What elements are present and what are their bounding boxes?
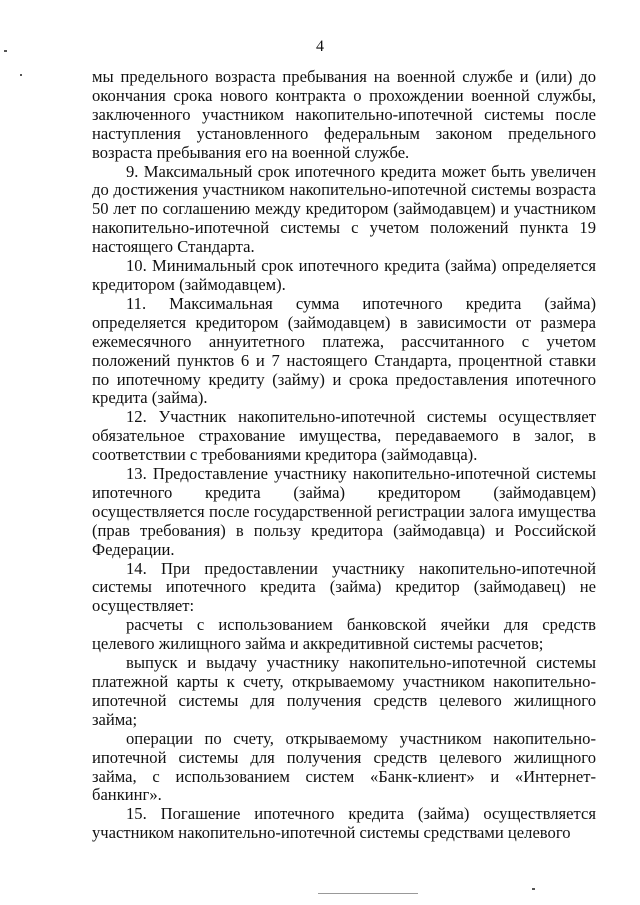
paragraph-11: 11. Максимальная сумма ипотечного кредита (займа) определяется кредитором (займодавцем) в зависимости от размера ежемесячного аннуитетного платежа, рассчитанного с учетом положений пунктов 6 и 7 настоящего Стандарта, процентной ставки по ипотечному кредиту (займу) и срока предоставления ипотечного кредита (займа).: [92, 293, 596, 408]
list-item-account-operations: операции по счету, открываемому участником накопительно-ипотечной системы для получения средств целевого жилищного займа, с использованием систем «Банк-клиент» и «Интернет-банкинг».: [92, 728, 596, 805]
paragraph-10: 10. Минимальный срок ипотечного кредита (займа) определяется кредитором (займодавцем).: [92, 256, 596, 294]
paragraph-13: 13. Предоставление участнику накопительно-ипотечной системы ипотечного кредита (займа) кредитором (займодавцем) осуществляется после государственной регистрации залога имущества (прав требования) в пользу кредитора (займодавца) и Российской Федерации.: [92, 464, 596, 559]
paragraph-14: 14. При предоставлении участнику накопительно-ипотечной системы ипотечного кредита (займа) кредитор (займодавец) не осуществляет:: [92, 558, 596, 616]
paragraph-continuation: мы предельного возраста пребывания на военной службе и (или) до окончания срока нового контракта о прохождении военной службы, заключенного участником накопительно-ипотечной системы после наступления установленного федеральным законом предельного возраста пребывания его на военной службе.: [92, 67, 596, 162]
scan-speck: [532, 888, 535, 890]
paragraph-12: 12. Участник накопительно-ипотечной системы осуществляет обязательное страхование имущества, передаваемого в залог, в соответствии с требованиями кредитора (займодавца).: [92, 407, 596, 465]
paragraph-9: 9. Максимальный срок ипотечного кредита может быть увеличен до достижения участником накопительно-ипотечной системы возраста 50 лет по соглашению между кредитором (займодавцем) и участником накопительно-ипотечной системы с учетом положений пункта 19 настоящего Стандарта.: [92, 161, 596, 257]
page-number: 4: [316, 38, 324, 55]
paragraph-15: 15. Погашение ипотечного кредита (займа) осуществляется участником накопительно-ипотечной системы средствами целевого: [92, 804, 596, 843]
bottom-scan-line: [318, 893, 418, 894]
list-item-payment-card: выпуск и выдачу участнику накопительно-ипотечной системы платежной карты к счету, открываемому участником накопительно-ипотечной системы для получения средств целевого жилищного займа;: [92, 653, 596, 729]
list-item-bank-cell: расчеты с использованием банковской ячейки для средств целевого жилищного займа и аккредитивной системы расчетов;: [92, 615, 596, 654]
document-body: [92, 68, 596, 843]
scan-speck: [20, 74, 22, 76]
